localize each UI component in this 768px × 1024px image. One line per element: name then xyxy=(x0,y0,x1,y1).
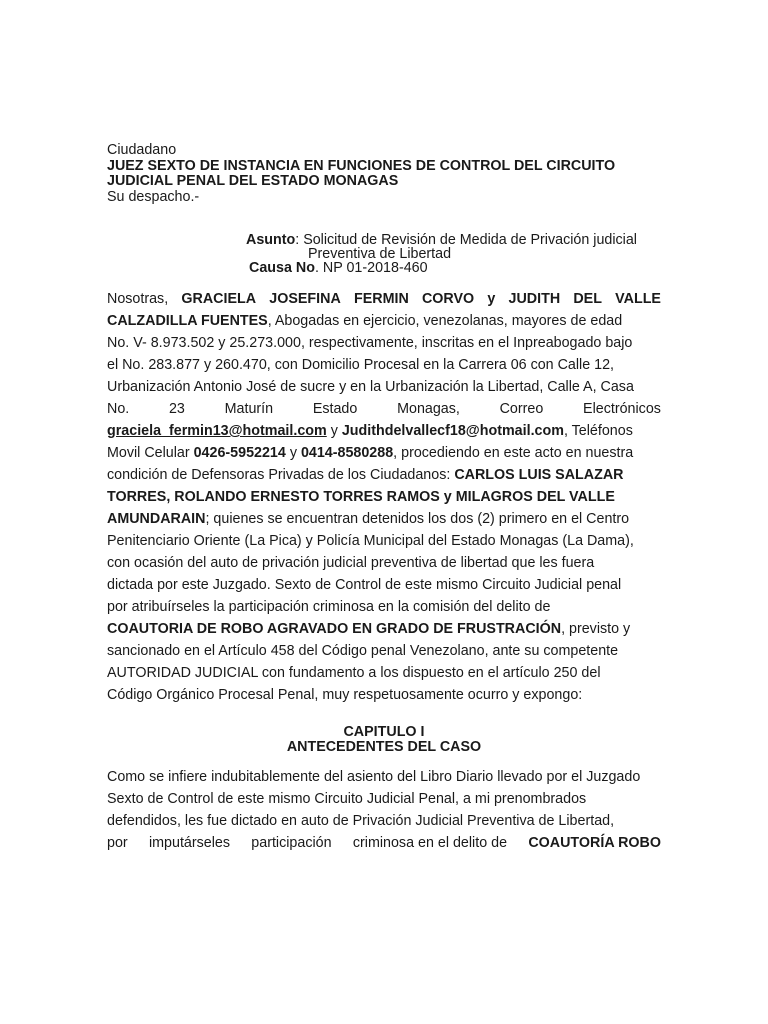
text-run: y xyxy=(285,445,301,461)
text-run: por xyxy=(107,835,128,851)
text-run: JUDITH xyxy=(508,291,561,307)
paragraph-line: dictada por este Juzgado. Sexto de Control de este mismo Circuito Judicial penal xyxy=(107,577,622,593)
text-run: , Abogadas en ejercicio, venezolanas, mayores de edad xyxy=(267,313,623,329)
chapter-number: CAPITULO I xyxy=(343,724,425,740)
paragraph-line: con ocasión del auto de privación judicial preventiva de libertad que les fuera xyxy=(107,555,595,571)
text-run: , previsto y xyxy=(561,621,631,637)
text-run: Monagas, xyxy=(397,401,460,417)
paragraph-line xyxy=(107,832,661,854)
asunto-label: Asunto xyxy=(246,232,296,248)
asunto-text: : Solicitud de Revisión de Medida de Privación judicial xyxy=(295,232,637,248)
paragraph-line: Sexto de Control de este mismo Circuito Judicial Penal, a mi prenombrados xyxy=(107,791,587,807)
text-run: COAUTORIA DE ROBO AGRAVADO EN GRADO DE FRUSTRACIÓN xyxy=(107,621,562,637)
paragraph-line xyxy=(107,420,661,442)
paragraph-line: defendidos, les fue dictado en auto de Privación Judicial Preventiva de Libertad, xyxy=(107,813,615,829)
paragraph-line: Como se infiere indubitablemente del asiento del Libro Diario llevado por el Juzgado xyxy=(107,769,641,785)
paragraph-line: AUTORIDAD JUDICIAL con fundamento a los dispuesto en el artículo 250 del xyxy=(107,665,601,681)
causa-value: . NP 01-2018-460 xyxy=(314,260,428,276)
subject-block xyxy=(246,233,686,275)
text-run: CALZADILLA FUENTES xyxy=(107,313,268,329)
paragraph-line xyxy=(107,310,661,332)
paragraph-line: Penitenciario Oriente (La Pica) y Policía Municipal del Estado Monagas (La Dama), xyxy=(107,533,634,549)
text-run: , Teléfonos xyxy=(563,423,633,439)
paragraph-line: Código Orgánico Procesal Penal, muy respetuosamente ocurro y expongo: xyxy=(107,687,583,703)
judge-title-line-1: JUEZ SEXTO DE INSTANCIA EN FUNCIONES DE CONTROL DEL CIRCUITO xyxy=(107,157,616,174)
judge-title-line-2: JUDICIAL PENAL DEL ESTADO MONAGAS xyxy=(107,173,399,189)
text-run: FERMIN xyxy=(353,291,409,307)
text-run: y xyxy=(326,423,342,439)
asunto-text-continuation: Preventiva de Libertad xyxy=(308,246,452,262)
chapter-heading xyxy=(107,725,661,755)
text-run: participación xyxy=(251,835,332,851)
phone-number-2: 0414-8580288 xyxy=(300,445,394,461)
phone-number-1: 0426-5952214 xyxy=(193,445,286,461)
paragraph-line: TORRES, ROLANDO ERNESTO TORRES RAMOS y MILAGROS DEL VALLE xyxy=(107,489,615,505)
paragraph-line: No. V- 8.973.502 y 25.273.000, respectivamente, inscritas en el Inpreabogado bajo xyxy=(107,335,633,351)
paragraph-line: sancionado en el Artículo 458 del Código penal Venezolano, ante su competente xyxy=(107,643,619,659)
text-run: ; quienes se encuentran detenidos los dos (2) primero en el Centro xyxy=(205,511,630,527)
text-run: Movil Celular xyxy=(107,445,194,461)
text-run: DEL xyxy=(573,291,602,307)
text-run: GRACIELA xyxy=(181,291,257,307)
paragraph-line: por atribuírseles la participación criminosa en la comisión del delito de xyxy=(107,599,551,615)
closing-salutation: Su despacho.- xyxy=(107,188,200,205)
intro-paragraph xyxy=(107,288,661,706)
text-run: Maturín xyxy=(224,401,274,417)
paragraph-line: Urbanización Antonio José de sucre y en la Urbanización la Libertad, Calle A, Casa xyxy=(107,379,634,395)
text-run: , procediendo en este acto en nuestra xyxy=(393,445,634,461)
paragraph-line xyxy=(107,288,661,310)
text-run: imputárseles xyxy=(148,835,231,851)
chapter-title: ANTECEDENTES DEL CASO xyxy=(286,739,482,755)
email-link-graciela[interactable]: graciela_fermin13@hotmail.com xyxy=(107,423,327,439)
text-run: AMUNDARAIN xyxy=(107,511,206,527)
salutation: Ciudadano xyxy=(107,142,177,158)
text-run: criminosa en el delito de xyxy=(352,835,508,851)
text-run: y xyxy=(487,291,496,307)
causa-label: Causa No xyxy=(249,260,315,276)
paragraph-line xyxy=(107,508,661,530)
paragraph-line xyxy=(107,464,661,486)
paragraph-line: el No. 283.877 y 260.470, con Domicilio Procesal en la Carrera 06 con Calle 12, xyxy=(107,357,615,373)
text-run: CARLOS LUIS SALAZAR xyxy=(454,467,624,483)
text-run: Correo xyxy=(499,401,544,417)
text-run: condición de Defensoras Privadas de los Ciudadanos: xyxy=(107,467,455,483)
text-run: VALLE xyxy=(615,291,661,307)
antecedentes-paragraph xyxy=(107,766,661,854)
paragraph-line xyxy=(107,398,661,420)
paragraph-line xyxy=(107,618,661,640)
paragraph-line xyxy=(107,442,661,464)
asunto-line xyxy=(246,233,686,247)
text-run: Nosotras, xyxy=(107,291,169,307)
text-run: CORVO xyxy=(421,291,475,307)
email-link-judith[interactable]: Judithdelvallecf18@hotmail.com xyxy=(341,423,564,439)
causa-line xyxy=(246,261,686,275)
text-run: 23 xyxy=(168,401,185,417)
text-run: COAUTORÍA ROBO xyxy=(528,835,661,851)
text-run: No. xyxy=(107,401,130,417)
addressee-block xyxy=(107,143,667,205)
text-run: Estado xyxy=(312,401,358,417)
text-run: Electrónicos xyxy=(583,401,661,417)
text-run: JOSEFINA xyxy=(269,291,341,307)
